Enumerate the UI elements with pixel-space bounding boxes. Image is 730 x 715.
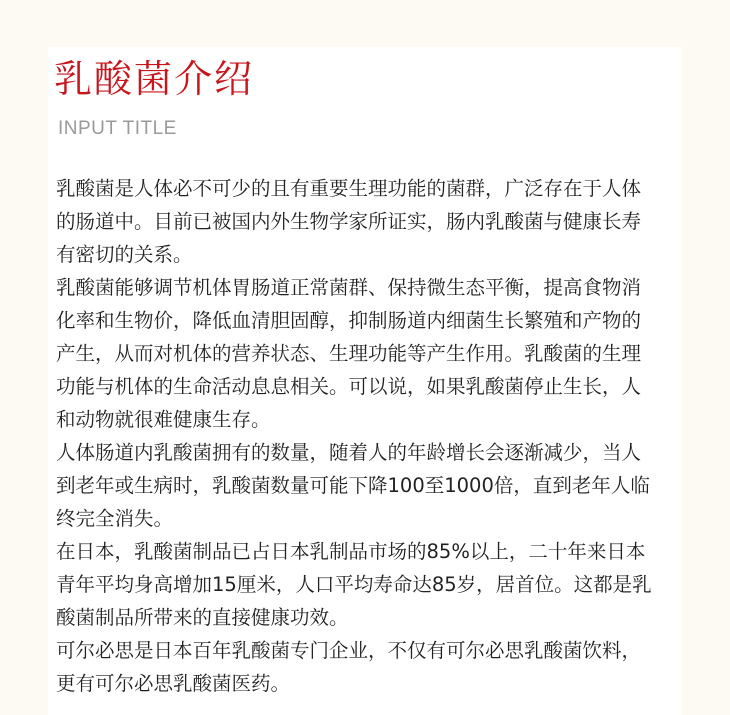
paragraph-japan: 在日本，乳酸菌制品已占日本乳制品市场的85%以上，二十年来日本青年平均身高增加15厘米，人口平均寿命达85岁，居首位。这都是乳酸菌制品所带来的直接健康功效。	[56, 540, 652, 629]
paragraph-calpis: 可尔必思是日本百年乳酸菌专门企业，不仅有可尔必思乳酸菌饮料，更有可尔必思乳酸菌医药。	[56, 639, 642, 695]
paragraph-functions: 乳酸菌能够调节机体胃肠道正常菌群、保持微生态平衡，提高食物消化率和生物价，降低血清胆固醇，抑制肠道内细菌生长繁殖和产物的产生，从而对机体的营养状态、生理功能等产生作用。乳酸菌的生理功能与机体的生命活动息息相关。可以说，如果乳酸菌停止生长，人和动物就很难健康生存。	[56, 276, 642, 431]
paragraph-intro: 乳酸菌是人体必不可少的且有重要生理功能的菌群，广泛存在于人体的肠道中。目前已被国内外生物学家所证实，肠内乳酸菌与健康长寿有密切的关系。	[56, 177, 642, 266]
page-title: 乳酸菌介绍	[54, 57, 255, 101]
paragraph-aging: 人体肠道内乳酸菌拥有的数量，随着人的年龄增长会逐渐减少，当人到老年或生病时，乳酸菌数量可能下降100至1000倍，直到老年人临终完全消失。	[56, 441, 650, 530]
article-body	[56, 172, 656, 700]
article-card	[48, 47, 682, 715]
page-subtitle: INPUT TITLE	[58, 118, 177, 139]
